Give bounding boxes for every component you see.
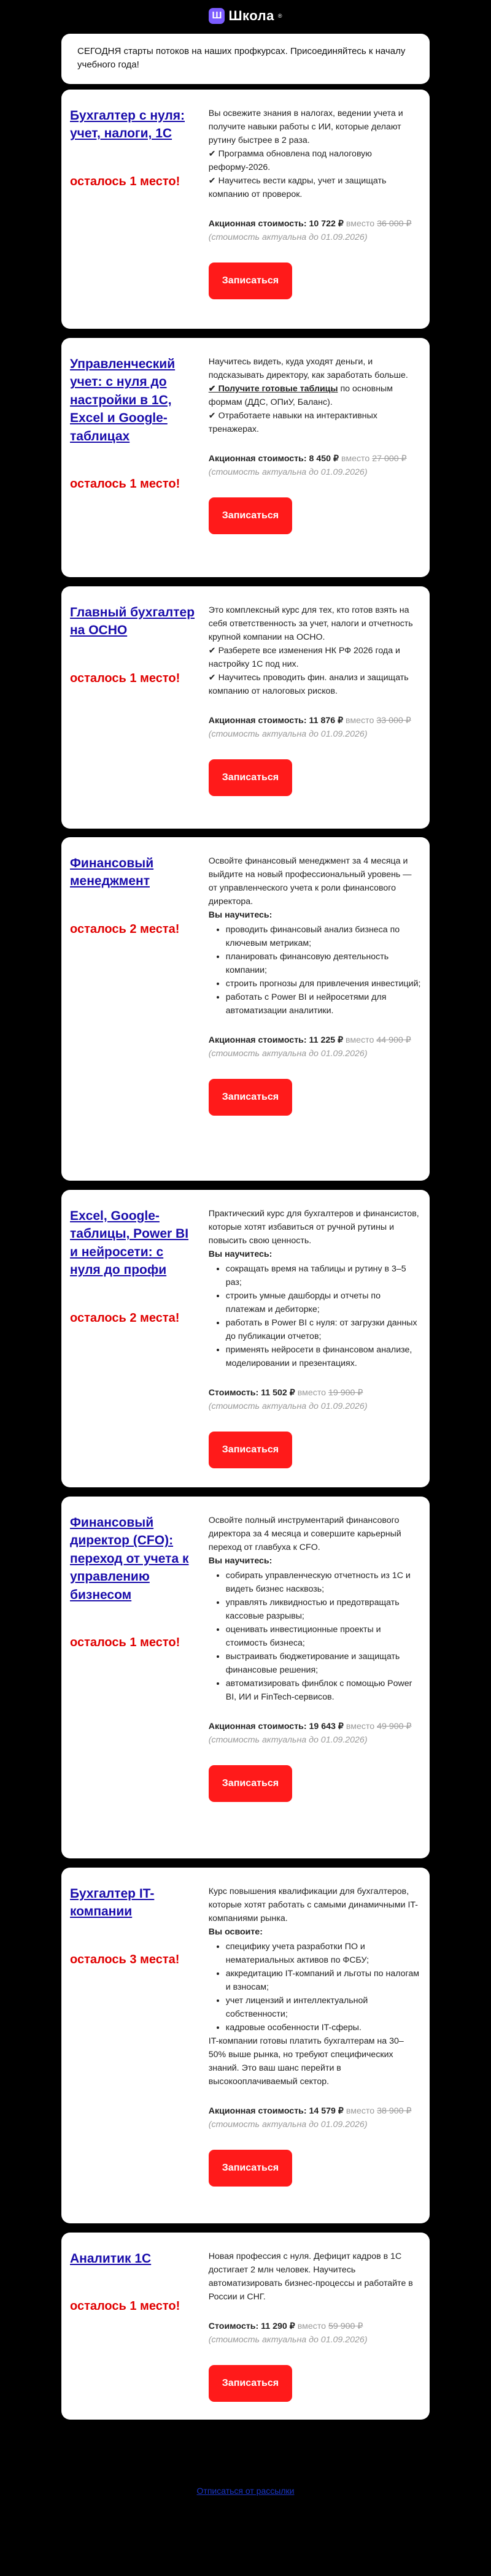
course-feature: ✔ Отработаете навыки на интерактивных тренажерах. [208,411,377,434]
course-description: Освойте полный инструментарий финансового директора за 4 месяца и совершите карьерный переход от главбуха к CFO. [208,1516,401,1552]
list-item: • управлять ликвидностью и предотвращать кассовые разрывы; [226,1596,421,1623]
price-validity-note: (стоимость актуальна до 01.09.2026) [208,1735,368,1745]
course-card-left [70,854,203,1163]
list-item: • специфику учета разработки ПО и нематериальных активов по ФСБУ; [226,1940,421,1967]
course-card-left [70,604,203,811]
list-item: • оценивать инвестиционные проекты и стоимость бизнеса; [226,1623,421,1650]
price-block [209,1033,421,1060]
price-old: 27 000 ₽ [372,454,407,464]
price-instead: вместо [343,2106,375,2116]
course-title-link[interactable]: Аналитик 1С [70,2252,152,2266]
course-card-right [203,1885,421,2206]
course-title-link[interactable]: Управленческий учет: с нуля до настройки в 1С, Excel и Google-таблицах [70,357,176,443]
seats-left-badge: осталось 1 место! [70,477,180,491]
list-item: • автоматизировать финблок с помощью Power BI, ИИ и FinTech-сервисов. [226,1677,421,1704]
course-card-right [203,854,421,1163]
list-item: • работать в Power BI с нуля: от загрузки данных до публикации отчетов; [226,1316,421,1343]
seats-left-badge: осталось 3 места! [70,1952,180,1966]
skills-list [226,1940,421,2034]
course-feature: ✔ Научитесь проводить фин. анализ и защищать компанию от налоговых рисков. [208,673,409,696]
price-old: 33 000 ₽ [376,716,411,726]
enroll-button[interactable]: Записаться [209,263,292,299]
price-validity-note: (стоимость актуальна до 01.09.2026) [208,2335,368,2345]
course-feature: ✔ Программа обновлена под налоговую реформу-2026. [208,149,372,172]
list-heading: Вы научитесь: [208,910,273,920]
seats-left-badge: осталось 1 место! [70,1635,180,1649]
price-block [209,2320,421,2347]
course-card [61,837,430,1181]
price-old: 36 000 ₽ [377,219,412,229]
price-validity-note: (стоимость актуальна до 01.09.2026) [208,1049,368,1059]
course-note: IT-компании готовы платить бухгалтерам на 30–50% выше рынка, но требуют специфических знаний. Это ваш шанс перейти в высокооплачиваемый сектор. [208,2036,404,2087]
list-item: • строить умные дашборды и отчеты по платежам и дебиторке; [226,1289,421,1316]
price-validity-note: (стоимость актуальна до 01.09.2026) [208,1401,368,1411]
list-item: • кадровые особенности IT-сферы. [226,2021,421,2034]
course-description: Вы освежите знания в налогах, ведении учета и получите навыки работы с ИИ, которые делают рутину быстрее в 2 раза. [208,109,403,145]
price-old: 59 900 ₽ [328,2321,363,2331]
skills-list [226,1569,421,1704]
enroll-button[interactable]: Записаться [209,1079,292,1116]
course-card-right [203,355,421,560]
header [0,0,491,32]
list-item: • аккредитацию IT-компаний и льготы по налогам и взносам; [226,1967,421,1994]
list-item: • учет лицензий и интеллектуальной собственности; [226,1994,421,2021]
list-item: • проводить финансовый анализ бизнеса по ключевым метрикам; [226,923,421,950]
price-block [209,452,421,479]
course-card-left [70,2250,203,2402]
price-current: Акционная стоимость: 19 643 ₽ [208,1722,344,1731]
price-current: Акционная стоимость: 11 225 ₽ [208,1035,344,1045]
course-feature: ✔ Разберете все изменения НК РФ 2026 года и настройку 1С под них. [208,646,400,669]
skills-list [226,1262,421,1370]
unsubscribe-link[interactable]: Отписаться от рассылки [196,2486,295,2496]
course-card-left [70,1514,203,1841]
list-item: • собирать управленческую отчетность из 1С и видеть бизнес насквозь; [226,1569,421,1596]
course-feature [209,382,421,409]
enroll-button[interactable]: Записаться [209,2365,292,2402]
course-title-link[interactable]: Главный бухгалтер на ОСНО [70,605,195,638]
price-current: Акционная стоимость: 11 876 ₽ [208,716,344,726]
enroll-button[interactable]: Записаться [209,1765,292,1802]
course-card [61,2233,430,2420]
list-item: • выстраивать бюджетирование и защищать финансовые решения; [226,1650,421,1677]
price-current: Акционная стоимость: 10 722 ₽ [208,219,344,229]
course-card-right [203,604,421,811]
price-current: Стоимость: 11 290 ₽ [208,2321,295,2331]
price-instead: вместо [343,219,375,229]
list-item: • сокращать время на таблицы и рутину в 3–5 раз; [226,1262,421,1289]
price-old: 38 900 ₽ [377,2106,412,2116]
course-title-link[interactable]: Excel, Google-таблицы, Power BI и нейросети: с нуля до профи [70,1209,189,1278]
price-block [209,2104,421,2131]
seats-left-badge: осталось 1 место! [70,174,180,188]
course-description: Это комплексный курс для тех, кто готов взять на себя ответственность за учет, налоги и отчетность крупной компании на ОСНО. [208,605,413,642]
course-description: Новая профессия с нуля. Дефицит кадров в 1С достигает 2 млн человек. Научитесь автоматизировать бизнес-процессы и работайте в России и СНГ. [208,2252,413,2302]
course-card [61,1497,430,1858]
price-block [209,217,421,244]
course-card [61,338,430,577]
price-current: Акционная стоимость: 8 450 ₽ [208,454,339,464]
price-validity-note: (стоимость актуальна до 01.09.2026) [208,729,368,739]
course-card [61,90,430,329]
feature-highlight: ✔ Получите готовые таблицы [208,384,338,394]
enroll-button[interactable]: Записаться [209,2150,292,2187]
price-block [209,1386,421,1413]
list-heading: Вы научитесь: [208,1556,273,1566]
course-card-right [203,1207,421,1470]
list-item: • планировать финансовую деятельность компании; [226,950,421,977]
list-heading: Вы освоите: [208,1927,263,1937]
price-instead: вместо [343,716,374,726]
seats-left-badge: осталось 1 место! [70,2299,180,2313]
course-card-left [70,1207,203,1470]
list-heading: Вы научитесь: [208,1249,273,1259]
price-instead: вместо [343,1722,375,1731]
price-instead: вместо [343,1035,374,1045]
registered-mark: ® [277,13,282,19]
price-validity-note: (стоимость актуальна до 01.09.2026) [208,467,368,477]
price-current: Акционная стоимость: 14 579 ₽ [208,2106,344,2116]
seats-left-badge: осталось 1 место! [70,671,180,685]
logo-text: Школа [228,8,274,23]
course-title-link[interactable]: Бухгалтер с нуля: учет, налоги, 1С [70,109,185,141]
course-description: Освойте финансовый менеджмент за 4 месяца и выйдите на новый профессиональный уровень — от управленческого учета к роли финансового директора. [208,856,412,907]
list-item: • строить прогнозы для привлечения инвестиций; [226,977,421,991]
course-card-right [203,2250,421,2402]
course-card-right [203,107,421,312]
course-card-left [70,355,203,560]
feature-text: по основным формам (ДДС, ОПиУ, Баланс). [208,384,393,407]
telegram-icon[interactable]: ✈ [264,2311,271,2320]
course-feature: ✔ Научитесь вести кадры, учет и защищать компанию от проверок. [208,176,387,199]
course-title-link[interactable]: Бухгалтер IT-компании [70,1887,155,1919]
price-block [209,714,421,741]
price-validity-note: (стоимость актуальна до 01.09.2026) [208,232,368,242]
course-card-left [70,1885,203,2206]
seats-left-badge: осталось 2 места! [70,922,180,936]
price-instead: вместо [295,2321,327,2331]
price-block [209,1720,421,1747]
youtube-icon[interactable]: ▶ [244,2311,251,2320]
list-item: • работать с Power BI и нейросетями для автоматизации аналитики. [226,991,421,1018]
course-card-left [70,107,203,312]
course-card [61,586,430,829]
skills-list [226,923,421,1018]
enroll-button[interactable]: Записаться [209,1432,292,1468]
price-instead: вместо [295,1388,327,1398]
price-instead: вместо [339,454,370,464]
seats-left-badge: осталось 2 места! [70,1311,180,1325]
course-card-right [203,1514,421,1841]
course-card [61,1868,430,2223]
course-title-link[interactable]: Финансовый директор (CFO): переход от учета к управлению бизнесом [70,1516,189,1602]
list-item: • применять нейросети в финансовом анализе, моделировании и презентациях. [226,1343,421,1370]
course-description: Практический курс для бухгалтеров и финансистов, которые хотят избавиться от ручной рутины и повысить свою ценность. [208,1209,419,1246]
price-validity-note: (стоимость актуальна до 01.09.2026) [208,2120,368,2129]
course-card [61,1190,430,1487]
enroll-button[interactable]: Записаться [209,759,292,796]
course-description: Курс повышения квалификации для бухгалтеров, которые хотят работать с самыми динамичными IT-компаниями рынка. [208,1887,419,1923]
logo[interactable] [209,8,282,24]
social-links [0,2311,491,2321]
enroll-button[interactable]: Записаться [209,497,292,534]
price-old: 19 900 ₽ [328,1388,363,1398]
logo-icon: Ш [209,8,225,24]
intro-banner: СЕГОДНЯ старты потоков на наших профкурсах. Присоединяйтесь к началу учебного года! [61,34,430,84]
price-old: 49 900 ₽ [377,1722,412,1731]
vk-icon[interactable]: VK [220,2311,231,2320]
price-old: 44 900 ₽ [376,1035,411,1045]
course-description: Научитесь видеть, куда уходят деньги, и подсказывать директору, как заработать больше. [208,357,408,380]
price-current: Стоимость: 11 502 ₽ [208,1388,295,1398]
course-title-link[interactable]: Финансовый менеджмент [70,856,154,889]
